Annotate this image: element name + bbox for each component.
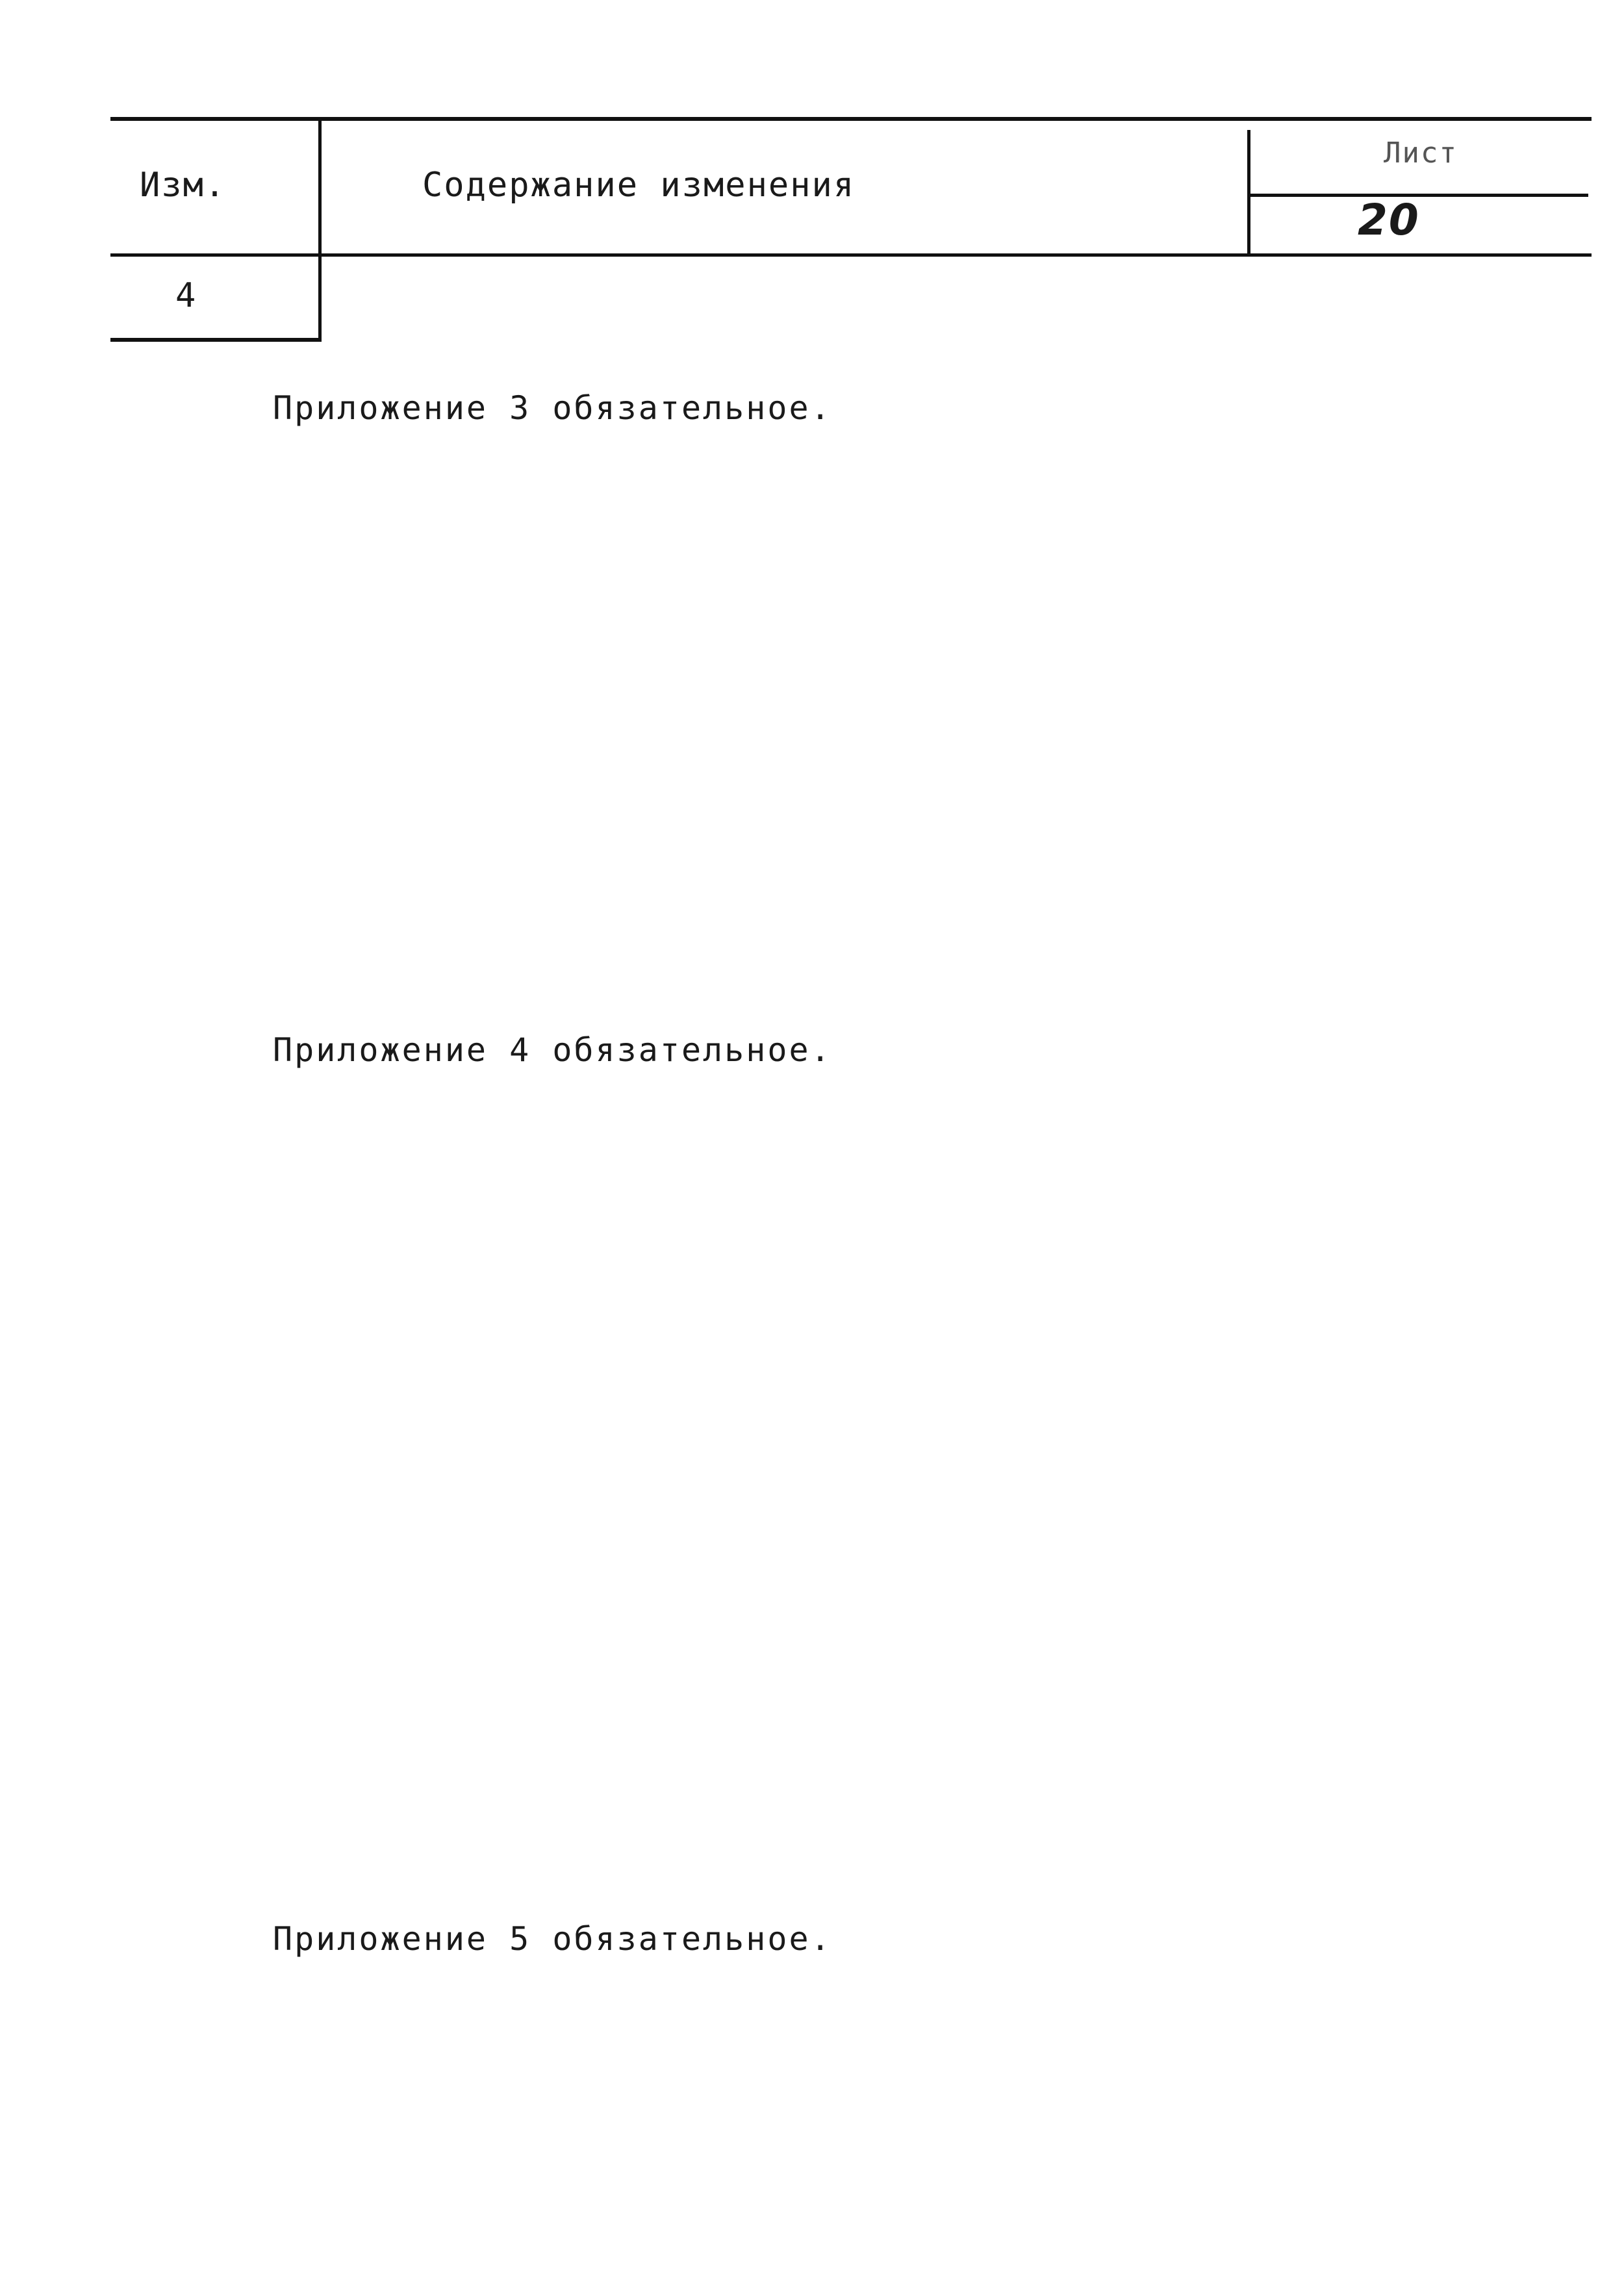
document-body — [149, 383, 1598, 2161]
sheet-column-label: Лист — [1384, 136, 1458, 170]
header-bottom-rule — [110, 253, 1592, 257]
text-line — [149, 1667, 1598, 1717]
text-line — [149, 1223, 1598, 1272]
text-line — [149, 1766, 1598, 1815]
text-line — [149, 729, 1598, 778]
text-line — [149, 976, 1598, 1025]
appendix-4-section — [149, 1025, 1598, 1914]
text-line — [149, 680, 1598, 729]
text-line — [149, 1173, 1598, 1223]
text-line — [149, 1717, 1598, 1766]
text-line — [149, 482, 1598, 532]
text-line — [149, 1519, 1598, 1569]
text-line — [149, 1964, 1598, 2013]
text-line — [149, 1075, 1598, 1124]
section-title: Приложение 3 обязательное. — [273, 389, 832, 427]
header-divider-left — [318, 120, 322, 341]
text-line — [149, 877, 1598, 927]
text-line — [149, 532, 1598, 581]
header-divider-right — [1247, 130, 1250, 253]
change-number: 4 — [175, 276, 197, 315]
text-line — [149, 2112, 1598, 2161]
content-column-label: Содержание изменения — [422, 166, 856, 205]
text-line — [149, 1865, 1598, 1914]
text-line — [149, 778, 1598, 828]
text-line — [149, 1371, 1598, 1420]
text-line — [149, 1618, 1598, 1667]
text-line — [149, 2013, 1598, 2062]
text-line — [149, 1322, 1598, 1371]
change-column-label: Изм. — [140, 166, 227, 205]
text-line — [149, 1569, 1598, 1618]
text-line — [149, 828, 1598, 877]
text-line — [149, 927, 1598, 976]
text-line — [149, 1420, 1598, 1470]
text-line — [149, 433, 1598, 482]
sheet-number: 20 — [1358, 195, 1420, 245]
text-line — [149, 1470, 1598, 1519]
text-line — [149, 1272, 1598, 1322]
section-title: Приложение 4 обязательное. — [273, 1031, 832, 1069]
text-line — [149, 2062, 1598, 2112]
change-cell-bottom-rule — [110, 338, 322, 342]
text-line — [149, 1815, 1598, 1865]
section-title: Приложение 5 обязательное. — [273, 1920, 832, 1958]
appendix-5-section — [149, 1914, 1598, 2161]
text-line — [149, 581, 1598, 630]
header-top-rule — [110, 117, 1592, 121]
appendix-3-section — [149, 383, 1598, 1025]
text-line — [149, 1124, 1598, 1173]
text-line — [149, 630, 1598, 680]
